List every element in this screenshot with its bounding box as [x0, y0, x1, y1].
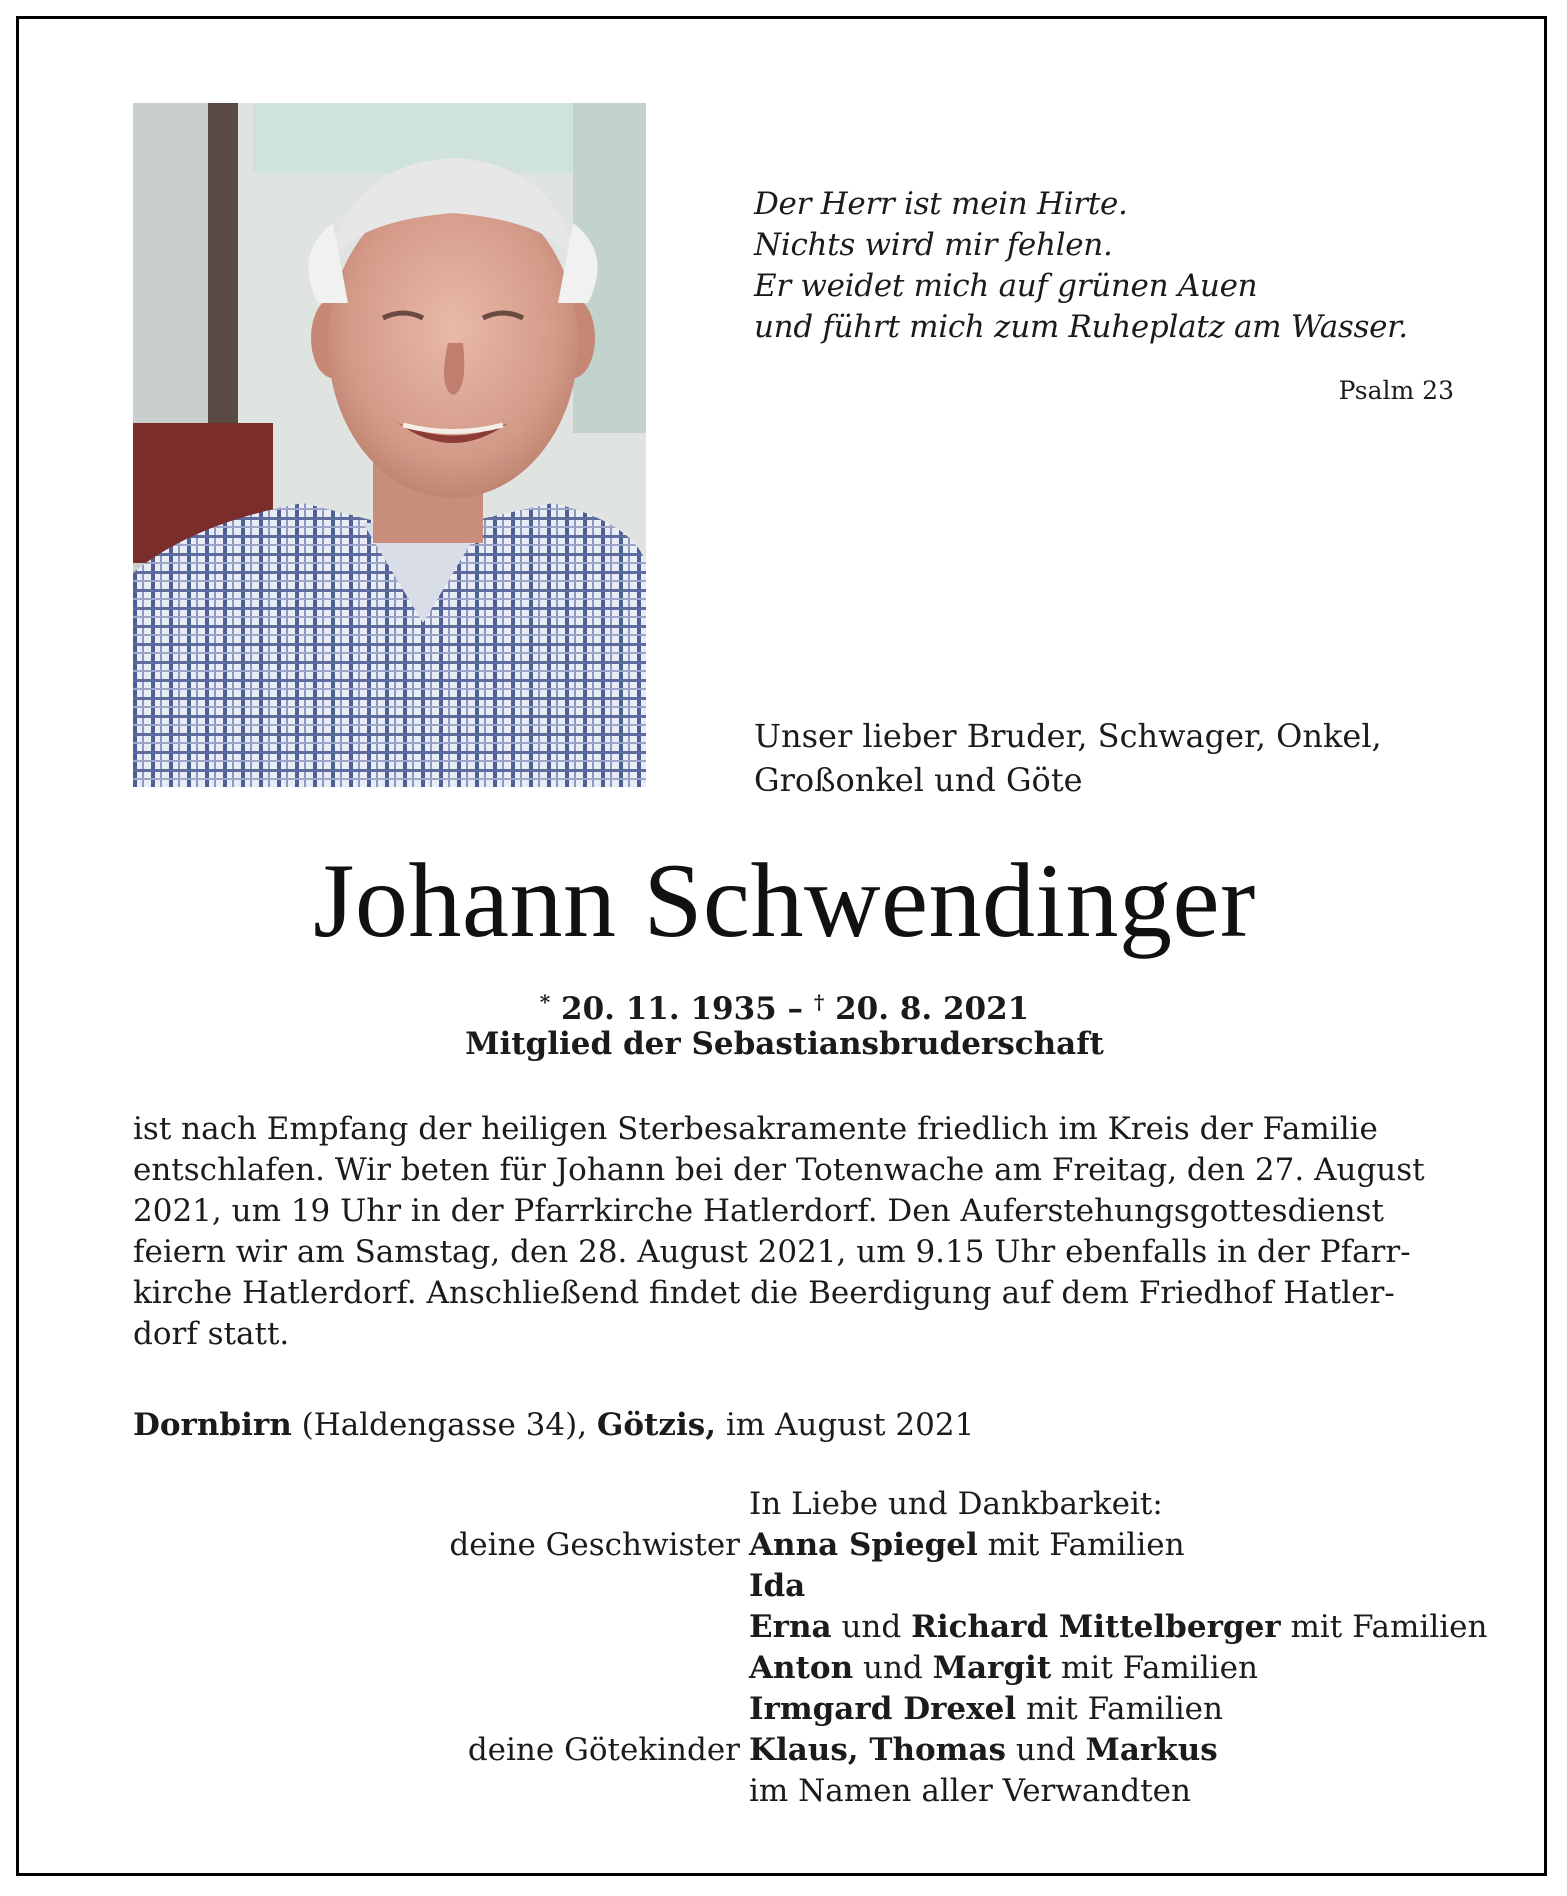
psalm-line: Er weidet mich auf grünen Auen — [754, 268, 1258, 304]
mourner-name: Klaus, Thomas — [749, 1732, 1007, 1768]
psalm-line: und führt mich zum Ruheplatz am Wasser. — [754, 309, 1408, 345]
mourner-name: Irmgard Drexel — [749, 1691, 1017, 1727]
place-date-line — [133, 1405, 1455, 1446]
list-item — [133, 1648, 1455, 1689]
psalm-line: Der Herr ist mein Hirte. — [754, 186, 1128, 222]
mourner-conjunction: und — [841, 1609, 902, 1645]
body-line: 2021, um 19 Uhr in der Pfarrkirche Hatlerdorf. Den Auferstehungsgottesdienst — [133, 1193, 1384, 1229]
list-item — [133, 1730, 1455, 1771]
body-line: dorf statt. — [133, 1316, 290, 1352]
place-city: Dornbirn — [133, 1407, 292, 1443]
list-item — [133, 1771, 1455, 1812]
psalm-line: Nichts wird mir fehlen. — [754, 227, 1113, 263]
list-item — [133, 1525, 1455, 1566]
list-item — [133, 1689, 1455, 1730]
mourner-conjunction: und — [863, 1650, 923, 1686]
deceased-name: Johann Schwendinger — [313, 842, 1256, 959]
place-address: (Haldengasse 34), — [301, 1407, 588, 1443]
mourner-entry — [749, 1525, 1185, 1566]
mourner-entry — [749, 1689, 1223, 1730]
date-dash: – — [787, 991, 804, 1027]
godchildren-label: deine Götekinder — [467, 1732, 740, 1768]
list-item — [133, 1566, 1455, 1607]
mourner-suffix: mit Familien — [1290, 1609, 1488, 1645]
mourner-name: Richard Mittelberger — [911, 1609, 1281, 1645]
mourners-closing: im Namen aller Verwandten — [749, 1773, 1191, 1809]
death-date: 20. 8. 2021 — [835, 991, 1030, 1027]
death-mark: † — [813, 990, 825, 1014]
body-line: ist nach Empfang der heiligen Sterbesakramente friedlich im Kreis der Familie — [133, 1111, 1378, 1147]
psalm-source: Psalm 23 — [1338, 376, 1454, 405]
mourner-entry — [749, 1648, 1258, 1689]
list-item — [133, 1484, 1455, 1525]
psalm-quote — [754, 184, 1454, 348]
list-item — [133, 1607, 1488, 1648]
announcement-text — [133, 1109, 1455, 1355]
mourner-entry — [749, 1607, 1487, 1648]
siblings-label: deine Geschwister — [449, 1527, 740, 1563]
mourner-name: Anna Spiegel — [749, 1527, 978, 1563]
mourner-conjunction: und — [1015, 1732, 1076, 1768]
portrait-photo — [133, 103, 646, 787]
place-city: Götzis, — [596, 1407, 717, 1443]
mourner-suffix: mit Familien — [987, 1527, 1185, 1563]
mourner-entry — [749, 1730, 1218, 1771]
body-line: feiern wir am Samstag, den 28. August 2021, um 9.15 Uhr ebenfalls in der Pfarr- — [133, 1234, 1411, 1270]
mourner-suffix: mit Familien — [1061, 1650, 1258, 1686]
obituary-page — [16, 16, 1547, 1876]
body-line: kirche Hatlerdorf. Anschließend findet die Beerdigung auf dem Friedhof Hatler- — [133, 1275, 1395, 1311]
mourner-entry — [749, 1566, 805, 1607]
mourner-name: Ida — [749, 1568, 806, 1604]
relationship-intro — [754, 714, 1454, 802]
birth-mark: * — [539, 990, 551, 1014]
intro-line: Großonkel und Göte — [754, 761, 1083, 799]
mourner-name: Erna — [749, 1609, 832, 1645]
mourner-suffix: mit Familien — [1025, 1691, 1223, 1727]
place-date: im August 2021 — [725, 1407, 975, 1443]
body-line: entschlafen. Wir beten für Johann bei der Totenwache am Freitag, den 27. August — [133, 1152, 1425, 1188]
mourner-name: Margit — [932, 1650, 1052, 1686]
membership: Mitglied der Sebastiansbruderschaft — [465, 1026, 1104, 1062]
portrait-photo-icon — [133, 103, 646, 787]
mourner-name: Anton — [749, 1650, 854, 1686]
mourners-greeting: In Liebe und Dankbarkeit: — [749, 1486, 1163, 1522]
birth-date: 20. 11. 1935 — [561, 991, 777, 1027]
mourner-name: Markus — [1085, 1732, 1218, 1768]
intro-line: Unser lieber Bruder, Schwager, Onkel, — [754, 717, 1382, 755]
life-dates — [19, 982, 1550, 1029]
mourners-list — [133, 1484, 1488, 1812]
